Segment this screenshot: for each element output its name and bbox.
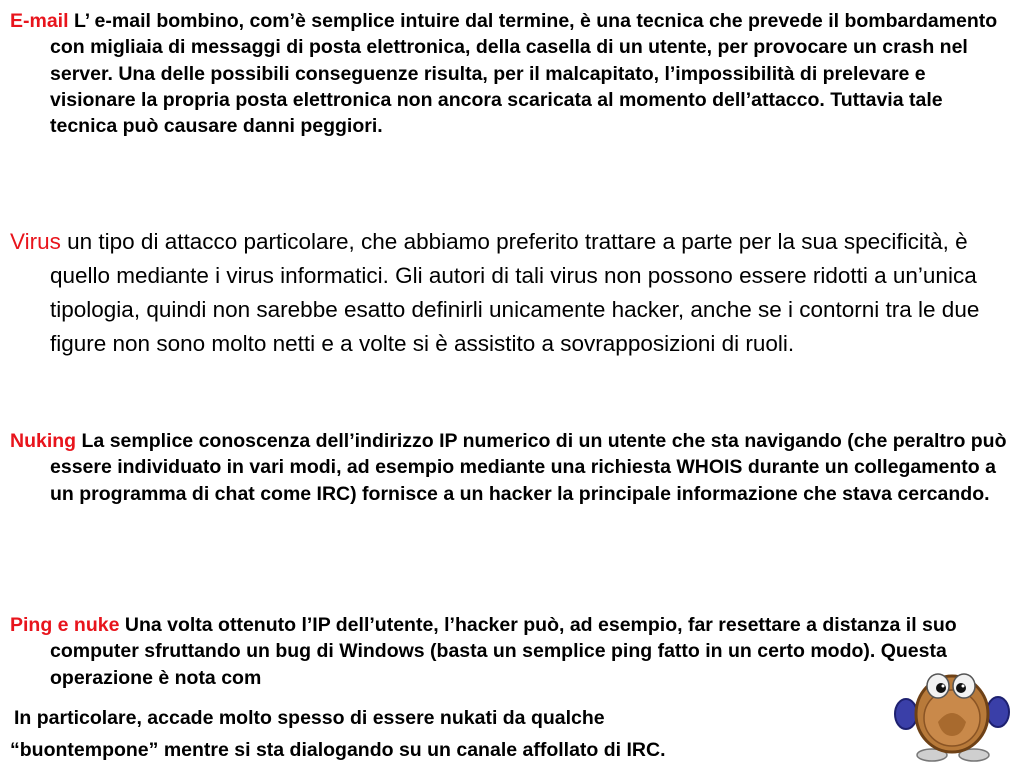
paragraph-email — [10, 8, 1015, 139]
term-virus: Virus — [10, 229, 61, 254]
text-nuking: La semplice conoscenza dell’indirizzo IP numerico di un utente che sta navigando (che peraltro può essere individuato in vari modi, ad esempio mediante una richiesta WHOIS durante un collegamento a un programma di chat come IRC) fornisce a un hacker la principale informazione che stava cercando. — [50, 430, 1007, 505]
term-ping: Ping e nuke — [10, 614, 120, 636]
paragraph-nuking — [10, 428, 1015, 507]
extra-line-1: In particolare, accade molto spesso di essere nukati da qualche — [14, 707, 605, 729]
text-virus: un tipo di attacco particolare, che abbiamo preferito trattare a parte per la sua specificità, è quello mediante i virus informatici. Gli autori di tali virus non possono essere ridotti a un’unica tipologia, quindi non sarebbe esatto definirli unicamente hacker, anche se i contorni tra le due figure non sono molto netti e a volte si è assistito a sovrapposizioni di ruoli. — [50, 229, 980, 356]
paragraph-ping — [10, 612, 990, 691]
text-ping: Una volta ottenuto l’IP dell’utente, l’hacker può, ad esempio, far resettare a distanza il suo computer sfruttando un bug di Windows (basta un semplice ping fatto in un certo modo). Questa operazione è nota com — [50, 614, 957, 689]
extra-line-2: “buontempone” mentre si sta dialogando su un canale affollato di IRC. — [10, 739, 666, 761]
paragraph-virus — [10, 225, 1015, 361]
text-email: L’ e-mail bombino, com’è semplice intuire dal termine, è una tecnica che prevede il bombardamento con migliaia di messaggi di posta elettronica, della casella di un utente, per provocare un crash nel server. Una delle possibili conseguenze risulta, per il malcapitato, l’impossibilità di prelevare e visionare la propria posta elettronica non ancora scaricata al momento dell’attacco. Tuttavia tale tecnica può causare danni peggiori. — [50, 10, 998, 138]
term-nuking: Nuking — [10, 430, 77, 452]
coin-mascot-icon — [888, 662, 1016, 768]
term-email: E-mail — [10, 10, 69, 32]
